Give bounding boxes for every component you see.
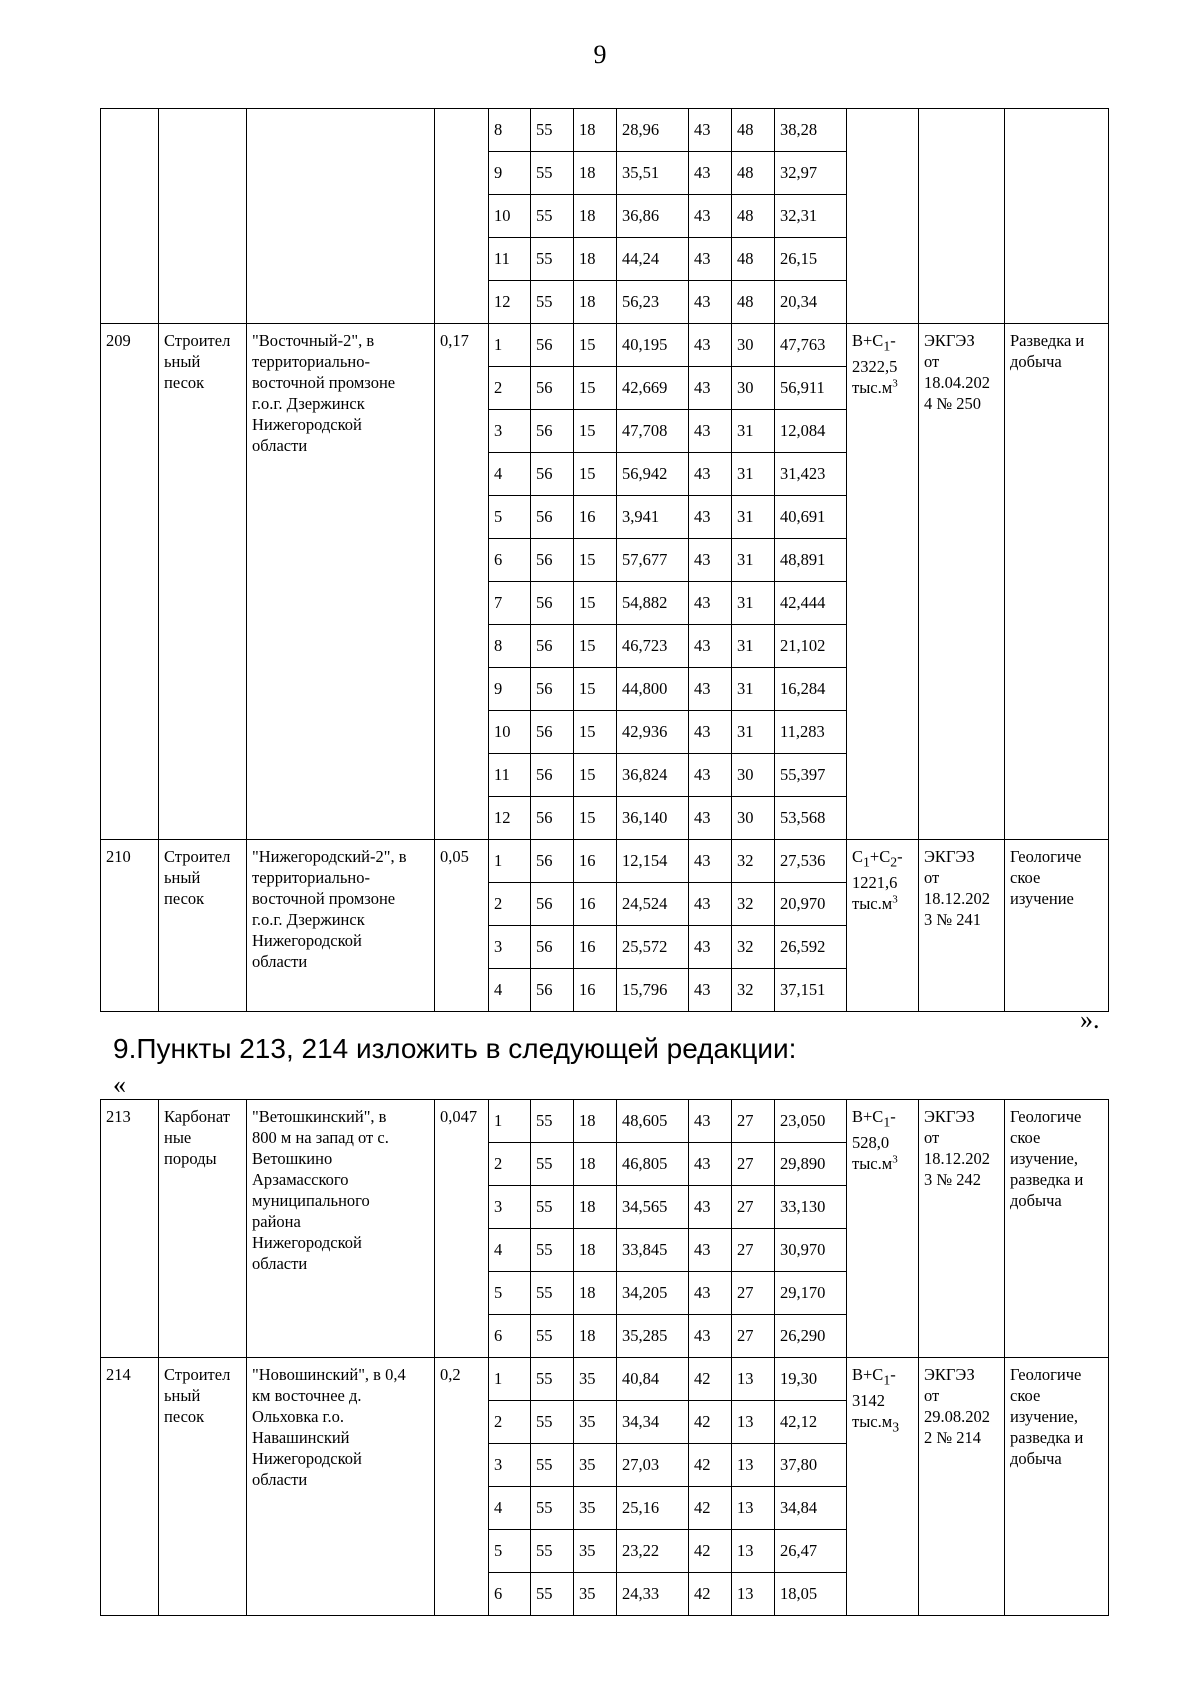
lon-min-cell: 48 <box>732 238 775 281</box>
reserves-mid: +C <box>869 847 891 866</box>
lon-deg-cell: 43 <box>689 109 732 152</box>
lon-min-cell: 13 <box>732 1530 775 1573</box>
point-number-cell: 2 <box>489 1401 531 1444</box>
point-number-cell: 1 <box>489 1100 531 1143</box>
lat-min-cell: 15 <box>574 539 617 582</box>
reserves-cell <box>847 1100 919 1358</box>
lat-sec-cell: 24,33 <box>617 1573 689 1616</box>
lat-sec-cell: 47,708 <box>617 410 689 453</box>
lon-min-cell: 32 <box>732 883 775 926</box>
mineral-type-cell: Строител ьный песок <box>159 1358 247 1616</box>
lat-sec-cell: 54,882 <box>617 582 689 625</box>
lat-sec-cell: 46,723 <box>617 625 689 668</box>
lon-min-cell: 32 <box>732 969 775 1012</box>
lat-min-cell: 18 <box>574 109 617 152</box>
lat-sec-cell: 23,22 <box>617 1530 689 1573</box>
lon-deg-cell: 43 <box>689 410 732 453</box>
reserves-body: - 1221,6 тыс.м <box>852 847 903 914</box>
lat-deg-cell: 56 <box>531 625 574 668</box>
reserves-sub: 1 <box>863 854 870 870</box>
purpose-cell: Геологиче ское изучение <box>1005 840 1109 1012</box>
lon-sec-cell: 29,890 <box>775 1143 847 1186</box>
reserves-sup: 3 <box>892 377 898 390</box>
lon-deg-cell: 43 <box>689 367 732 410</box>
reserves-prefix: B+C <box>852 1365 884 1384</box>
lat-sec-cell: 34,205 <box>617 1272 689 1315</box>
lat-min-cell: 35 <box>574 1358 617 1401</box>
site-name-cell: "Новошинский", в 0,4 км восточнее д. Ольховка г.о. Навашинский Нижегородской области <box>247 1358 435 1616</box>
point-number-cell: 4 <box>489 453 531 496</box>
lon-deg-cell: 43 <box>689 1186 732 1229</box>
mineral-type-cell: Строител ьный песок <box>159 840 247 1012</box>
lat-min-cell: 35 <box>574 1573 617 1616</box>
lat-deg-cell: 56 <box>531 840 574 883</box>
lon-min-cell: 31 <box>732 582 775 625</box>
point-number-cell: 1 <box>489 1358 531 1401</box>
reserves-prefix: C <box>852 847 864 866</box>
point-number-cell: 4 <box>489 1229 531 1272</box>
point-number-cell: 4 <box>489 969 531 1012</box>
lat-sec-cell: 56,942 <box>617 453 689 496</box>
lat-deg-cell: 56 <box>531 754 574 797</box>
purpose-cell: Разведка и добыча <box>1005 324 1109 840</box>
lat-min-cell: 18 <box>574 1186 617 1229</box>
lon-min-cell: 27 <box>732 1272 775 1315</box>
lon-sec-cell: 18,05 <box>775 1573 847 1616</box>
lon-deg-cell: 43 <box>689 668 732 711</box>
point-number-cell: 6 <box>489 1573 531 1616</box>
lon-deg-cell: 42 <box>689 1358 732 1401</box>
point-number-cell: 3 <box>489 1444 531 1487</box>
lon-deg-cell: 42 <box>689 1444 732 1487</box>
lon-min-cell: 13 <box>732 1358 775 1401</box>
lon-deg-cell: 43 <box>689 883 732 926</box>
lat-min-cell: 35 <box>574 1401 617 1444</box>
lon-min-cell: 32 <box>732 926 775 969</box>
reserves-sub: 1 <box>883 1114 891 1130</box>
lon-sec-cell: 32,31 <box>775 195 847 238</box>
lon-sec-cell: 48,891 <box>775 539 847 582</box>
table-row <box>101 1358 1109 1401</box>
lon-sec-cell: 26,290 <box>775 1315 847 1358</box>
lat-sec-cell: 42,936 <box>617 711 689 754</box>
page-number: 9 <box>593 40 607 69</box>
lat-sec-cell: 36,86 <box>617 195 689 238</box>
lat-min-cell: 15 <box>574 797 617 840</box>
site-name-cell <box>247 109 435 324</box>
point-number-cell: 9 <box>489 668 531 711</box>
lat-deg-cell: 55 <box>531 238 574 281</box>
point-number-cell: 5 <box>489 496 531 539</box>
lon-sec-cell: 53,568 <box>775 797 847 840</box>
lon-sec-cell: 12,084 <box>775 410 847 453</box>
lat-sec-cell: 35,285 <box>617 1315 689 1358</box>
lon-deg-cell: 43 <box>689 152 732 195</box>
lat-min-cell: 35 <box>574 1444 617 1487</box>
area-cell: 0,2 <box>435 1358 489 1616</box>
point-number-cell: 10 <box>489 195 531 238</box>
lat-deg-cell: 56 <box>531 883 574 926</box>
lon-min-cell: 30 <box>732 324 775 367</box>
lat-min-cell: 18 <box>574 195 617 238</box>
lat-deg-cell: 55 <box>531 1401 574 1444</box>
lat-deg-cell: 55 <box>531 152 574 195</box>
reserves-sub2: 2 <box>890 854 898 870</box>
lon-min-cell: 31 <box>732 539 775 582</box>
lon-deg-cell: 43 <box>689 281 732 324</box>
lat-deg-cell: 56 <box>531 367 574 410</box>
lon-min-cell: 13 <box>732 1444 775 1487</box>
point-number-cell: 12 <box>489 281 531 324</box>
lon-min-cell: 13 <box>732 1401 775 1444</box>
lat-min-cell: 15 <box>574 668 617 711</box>
lat-sec-cell: 34,34 <box>617 1401 689 1444</box>
lat-deg-cell: 56 <box>531 969 574 1012</box>
lat-sec-cell: 57,677 <box>617 539 689 582</box>
lon-sec-cell: 37,151 <box>775 969 847 1012</box>
point-number-cell: 9 <box>489 152 531 195</box>
reserves-cell <box>847 324 919 840</box>
lat-sec-cell: 48,605 <box>617 1100 689 1143</box>
lat-min-cell: 15 <box>574 324 617 367</box>
lat-sec-cell: 40,195 <box>617 324 689 367</box>
point-number-cell: 12 <box>489 797 531 840</box>
lon-sec-cell: 34,84 <box>775 1487 847 1530</box>
lon-min-cell: 27 <box>732 1315 775 1358</box>
lon-deg-cell: 43 <box>689 496 732 539</box>
lat-min-cell: 16 <box>574 496 617 539</box>
reserves-body: - 528,0 тыс.м <box>852 1107 896 1174</box>
lat-deg-cell: 55 <box>531 1530 574 1573</box>
entry-number-cell: 214 <box>101 1358 159 1616</box>
lon-deg-cell: 43 <box>689 539 732 582</box>
mineral-type-cell <box>159 109 247 324</box>
amendment-instruction: 9.Пункты 213, 214 изложить в следующей редакции: <box>113 1033 797 1064</box>
lat-sec-cell: 42,669 <box>617 367 689 410</box>
lat-min-cell: 15 <box>574 625 617 668</box>
table-row <box>101 324 1109 367</box>
lon-deg-cell: 42 <box>689 1530 732 1573</box>
lon-deg-cell: 43 <box>689 195 732 238</box>
lat-sec-cell: 33,845 <box>617 1229 689 1272</box>
lon-sec-cell: 19,30 <box>775 1358 847 1401</box>
reserves-prefix: B+C <box>852 1107 884 1126</box>
lat-deg-cell: 55 <box>531 1487 574 1530</box>
lon-deg-cell: 43 <box>689 1143 732 1186</box>
point-number-cell: 8 <box>489 109 531 152</box>
lon-deg-cell: 42 <box>689 1487 732 1530</box>
site-name-cell: "Восточный-2", в территориально- восточной промзоне г.о.г. Дзержинск Нижегородской области <box>247 324 435 840</box>
lon-deg-cell: 43 <box>689 1229 732 1272</box>
lat-deg-cell: 56 <box>531 797 574 840</box>
lon-deg-cell: 43 <box>689 625 732 668</box>
lon-min-cell: 30 <box>732 367 775 410</box>
site-name-cell: "Ветошкинский", в 800 м на запад от с. Ветошкино Арзамасского муниципального района Нижегородской области <box>247 1100 435 1358</box>
lat-min-cell: 16 <box>574 883 617 926</box>
lat-deg-cell: 55 <box>531 1229 574 1272</box>
lat-deg-cell: 55 <box>531 1272 574 1315</box>
lon-deg-cell: 43 <box>689 969 732 1012</box>
lon-sec-cell: 33,130 <box>775 1186 847 1229</box>
lon-sec-cell: 55,397 <box>775 754 847 797</box>
lon-sec-cell: 37,80 <box>775 1444 847 1487</box>
lat-sec-cell: 25,16 <box>617 1487 689 1530</box>
lon-sec-cell: 11,283 <box>775 711 847 754</box>
point-number-cell: 3 <box>489 1186 531 1229</box>
lon-deg-cell: 43 <box>689 324 732 367</box>
registry-table-top <box>100 108 1109 1012</box>
point-number-cell: 2 <box>489 1143 531 1186</box>
lon-min-cell: 30 <box>732 754 775 797</box>
lat-deg-cell: 56 <box>531 324 574 367</box>
reserves-sub: 1 <box>883 338 891 354</box>
approval-document-cell: ЭКГЭЗ от 18.12.202 3 № 241 <box>919 840 1005 1012</box>
lat-deg-cell: 56 <box>531 668 574 711</box>
purpose-cell: Геологиче ское изучение, разведка и добыча <box>1005 1358 1109 1616</box>
lat-min-cell: 15 <box>574 754 617 797</box>
lat-deg-cell: 56 <box>531 926 574 969</box>
purpose-cell <box>1005 109 1109 324</box>
entry-number-cell: 210 <box>101 840 159 1012</box>
lat-sec-cell: 56,23 <box>617 281 689 324</box>
lat-min-cell: 18 <box>574 152 617 195</box>
reserves-body: - 3142 тыс.м <box>852 1365 896 1432</box>
lon-sec-cell: 20,34 <box>775 281 847 324</box>
lon-sec-cell: 29,170 <box>775 1272 847 1315</box>
lon-min-cell: 30 <box>732 797 775 840</box>
lat-deg-cell: 56 <box>531 410 574 453</box>
lon-min-cell: 13 <box>732 1487 775 1530</box>
lon-min-cell: 31 <box>732 410 775 453</box>
lon-deg-cell: 42 <box>689 1573 732 1616</box>
lat-min-cell: 18 <box>574 281 617 324</box>
lon-sec-cell: 31,423 <box>775 453 847 496</box>
lon-deg-cell: 43 <box>689 840 732 883</box>
reserves-prefix: B+C <box>852 331 884 350</box>
lon-sec-cell: 56,911 <box>775 367 847 410</box>
point-number-cell: 10 <box>489 711 531 754</box>
lat-sec-cell: 46,805 <box>617 1143 689 1186</box>
lat-min-cell: 16 <box>574 840 617 883</box>
point-number-cell: 1 <box>489 324 531 367</box>
lon-min-cell: 31 <box>732 453 775 496</box>
lon-deg-cell: 43 <box>689 453 732 496</box>
lat-deg-cell: 56 <box>531 539 574 582</box>
lon-deg-cell: 43 <box>689 1315 732 1358</box>
lon-deg-cell: 43 <box>689 754 732 797</box>
reserves-sup: 3 <box>892 893 898 906</box>
lat-sec-cell: 35,51 <box>617 152 689 195</box>
lon-min-cell: 27 <box>732 1186 775 1229</box>
lon-sec-cell: 42,12 <box>775 1401 847 1444</box>
lat-deg-cell: 55 <box>531 109 574 152</box>
lon-sec-cell: 23,050 <box>775 1100 847 1143</box>
lat-sec-cell: 12,154 <box>617 840 689 883</box>
lon-deg-cell: 43 <box>689 582 732 625</box>
lon-sec-cell: 32,97 <box>775 152 847 195</box>
table-row <box>101 109 1109 152</box>
lat-deg-cell: 55 <box>531 195 574 238</box>
lat-deg-cell: 56 <box>531 711 574 754</box>
lon-sec-cell: 21,102 <box>775 625 847 668</box>
lat-deg-cell: 56 <box>531 582 574 625</box>
lat-min-cell: 18 <box>574 238 617 281</box>
lat-deg-cell: 55 <box>531 1573 574 1616</box>
mineral-type-cell: Строител ьный песок <box>159 324 247 840</box>
lat-min-cell: 18 <box>574 1272 617 1315</box>
lon-min-cell: 48 <box>732 195 775 238</box>
area-cell <box>435 109 489 324</box>
lat-min-cell: 18 <box>574 1229 617 1272</box>
lat-min-cell: 15 <box>574 582 617 625</box>
reserves-sub3: 3 <box>892 1419 900 1435</box>
reserves-cell <box>847 109 919 324</box>
lat-sec-cell: 34,565 <box>617 1186 689 1229</box>
lat-deg-cell: 55 <box>531 1444 574 1487</box>
lat-sec-cell: 44,800 <box>617 668 689 711</box>
lat-sec-cell: 40,84 <box>617 1358 689 1401</box>
lon-min-cell: 27 <box>732 1229 775 1272</box>
lon-sec-cell: 26,15 <box>775 238 847 281</box>
lon-min-cell: 32 <box>732 840 775 883</box>
reserves-cell <box>847 840 919 1012</box>
purpose-cell: Геологиче ское изучение, разведка и добыча <box>1005 1100 1109 1358</box>
approval-document-cell: ЭКГЭЗ от 29.08.202 2 № 214 <box>919 1358 1005 1616</box>
lon-sec-cell: 30,970 <box>775 1229 847 1272</box>
lon-min-cell: 13 <box>732 1573 775 1616</box>
point-number-cell: 3 <box>489 410 531 453</box>
lon-deg-cell: 43 <box>689 797 732 840</box>
reserves-cell <box>847 1358 919 1616</box>
lon-deg-cell: 43 <box>689 711 732 754</box>
lat-sec-cell: 36,140 <box>617 797 689 840</box>
point-number-cell: 1 <box>489 840 531 883</box>
lon-min-cell: 31 <box>732 625 775 668</box>
point-number-cell: 7 <box>489 582 531 625</box>
lat-sec-cell: 3,941 <box>617 496 689 539</box>
entry-number-cell <box>101 109 159 324</box>
point-number-cell: 11 <box>489 754 531 797</box>
lon-deg-cell: 43 <box>689 238 732 281</box>
closing-quote: ». <box>1080 1005 1100 1034</box>
lon-min-cell: 31 <box>732 711 775 754</box>
lat-min-cell: 16 <box>574 926 617 969</box>
table-row <box>101 1100 1109 1143</box>
lat-min-cell: 35 <box>574 1487 617 1530</box>
lon-min-cell: 31 <box>732 496 775 539</box>
lat-deg-cell: 56 <box>531 453 574 496</box>
lat-deg-cell: 55 <box>531 1358 574 1401</box>
approval-document-cell: ЭКГЭЗ от 18.04.202 4 № 250 <box>919 324 1005 840</box>
lat-deg-cell: 55 <box>531 281 574 324</box>
lon-sec-cell: 20,970 <box>775 883 847 926</box>
point-number-cell: 6 <box>489 1315 531 1358</box>
area-cell: 0,17 <box>435 324 489 840</box>
lat-min-cell: 18 <box>574 1143 617 1186</box>
point-number-cell: 5 <box>489 1272 531 1315</box>
lat-deg-cell: 55 <box>531 1186 574 1229</box>
lon-sec-cell: 38,28 <box>775 109 847 152</box>
lat-min-cell: 15 <box>574 410 617 453</box>
lat-sec-cell: 44,24 <box>617 238 689 281</box>
point-number-cell: 3 <box>489 926 531 969</box>
lat-sec-cell: 28,96 <box>617 109 689 152</box>
area-cell: 0,05 <box>435 840 489 1012</box>
registry-table-bottom <box>100 1099 1109 1616</box>
point-number-cell: 2 <box>489 367 531 410</box>
lon-min-cell: 31 <box>732 668 775 711</box>
lat-deg-cell: 55 <box>531 1143 574 1186</box>
lat-min-cell: 15 <box>574 367 617 410</box>
lon-sec-cell: 26,592 <box>775 926 847 969</box>
lat-sec-cell: 27,03 <box>617 1444 689 1487</box>
lat-sec-cell: 24,524 <box>617 883 689 926</box>
lon-sec-cell: 40,691 <box>775 496 847 539</box>
area-cell: 0,047 <box>435 1100 489 1358</box>
lon-deg-cell: 42 <box>689 1401 732 1444</box>
lat-min-cell: 35 <box>574 1530 617 1573</box>
lon-min-cell: 48 <box>732 109 775 152</box>
lat-deg-cell: 55 <box>531 1315 574 1358</box>
entry-number-cell: 209 <box>101 324 159 840</box>
reserves-sub: 1 <box>883 1372 891 1388</box>
point-number-cell: 5 <box>489 1530 531 1573</box>
approval-document-cell: ЭКГЭЗ от 18.12.202 3 № 242 <box>919 1100 1005 1358</box>
mineral-type-cell: Карбонат ные породы <box>159 1100 247 1358</box>
lon-min-cell: 27 <box>732 1143 775 1186</box>
lat-sec-cell: 25,572 <box>617 926 689 969</box>
lon-deg-cell: 43 <box>689 926 732 969</box>
point-number-cell: 6 <box>489 539 531 582</box>
reserves-sup: 3 <box>892 1153 898 1166</box>
table-row <box>101 840 1109 883</box>
lat-min-cell: 15 <box>574 453 617 496</box>
reserves-body: - 2322,5 тыс.м <box>852 331 898 398</box>
lat-deg-cell: 55 <box>531 1100 574 1143</box>
lon-min-cell: 48 <box>732 152 775 195</box>
lat-sec-cell: 36,824 <box>617 754 689 797</box>
lon-sec-cell: 26,47 <box>775 1530 847 1573</box>
lat-min-cell: 16 <box>574 969 617 1012</box>
lon-deg-cell: 43 <box>689 1272 732 1315</box>
point-number-cell: 11 <box>489 238 531 281</box>
lon-sec-cell: 42,444 <box>775 582 847 625</box>
lat-min-cell: 18 <box>574 1315 617 1358</box>
lon-sec-cell: 27,536 <box>775 840 847 883</box>
lon-min-cell: 48 <box>732 281 775 324</box>
site-name-cell: "Нижегородский-2", в территориально- восточной промзоне г.о.г. Дзержинск Нижегородской области <box>247 840 435 1012</box>
lon-sec-cell: 16,284 <box>775 668 847 711</box>
lat-min-cell: 18 <box>574 1100 617 1143</box>
approval-document-cell <box>919 109 1005 324</box>
lat-sec-cell: 15,796 <box>617 969 689 1012</box>
point-number-cell: 4 <box>489 1487 531 1530</box>
opening-quote: « <box>113 1070 126 1099</box>
lat-deg-cell: 56 <box>531 496 574 539</box>
entry-number-cell: 213 <box>101 1100 159 1358</box>
point-number-cell: 2 <box>489 883 531 926</box>
lon-sec-cell: 47,763 <box>775 324 847 367</box>
lon-deg-cell: 43 <box>689 1100 732 1143</box>
point-number-cell: 8 <box>489 625 531 668</box>
lat-min-cell: 15 <box>574 711 617 754</box>
lon-min-cell: 27 <box>732 1100 775 1143</box>
